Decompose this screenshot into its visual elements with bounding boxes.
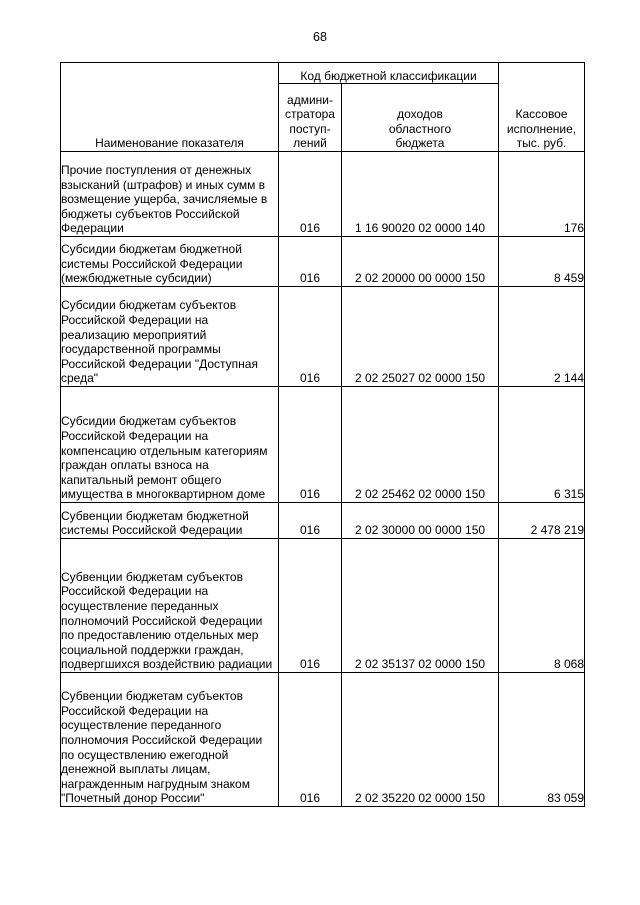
table-row [61, 387, 585, 503]
row-administrator-code: 016 [279, 152, 342, 237]
page-number: 68 [313, 30, 327, 44]
row-indicator-name: Субвенции бюджетам субъектов Российской Федерации на осуществление переданных полномочий Российской Федерации по предоставлению отдельных мер социальной поддержки граждан, подвергшихся воздействию радиации [61, 539, 279, 673]
row-cash-value: 8 459 [499, 237, 585, 287]
row-administrator-code: 016 [279, 387, 342, 503]
row-indicator-name: Субсидии бюджетам субъектов Российской Федерации на компенсацию отдельным категориям граждан оплаты взноса на капитальный ремонт общего имущества в многоквартирном доме [61, 387, 279, 503]
header-cash-execution: Кассовое исполнение, тыс. руб. [499, 63, 585, 152]
table-row [61, 539, 585, 673]
row-indicator-name: Субвенции бюджетам бюджетной системы Российской Федерации [61, 503, 279, 539]
header-administrator: админи- стратора поступ- лений [279, 84, 342, 152]
budget-table [60, 62, 585, 807]
row-income-code: 2 02 20000 00 0000 150 [342, 237, 499, 287]
row-administrator-code: 016 [279, 287, 342, 387]
table-row [61, 503, 585, 539]
row-indicator-name: Субсидии бюджетам бюджетной системы Российской Федерации (межбюджетные субсидии) [61, 237, 279, 287]
row-income-code: 1 16 90020 02 0000 140 [342, 152, 499, 237]
row-indicator-name: Субвенции бюджетам субъектов Российской Федерации на осуществление переданного полномочия Российской Федерации по осуществлению ежегодной денежной выплаты лицам, награжденным нагрудным знаком "Почетный донор России" [61, 673, 279, 807]
header-budget-code: Код бюджетной классификации [279, 63, 499, 84]
row-income-code: 2 02 25027 02 0000 150 [342, 287, 499, 387]
row-income-code: 2 02 35137 02 0000 150 [342, 539, 499, 673]
header-income-code: доходов областного бюджета [342, 84, 499, 152]
row-indicator-name: Прочие поступления от денежных взысканий (штрафов) и иных сумм в возмещение ущерба, зачисляемые в бюджеты субъектов Российской Федерации [61, 152, 279, 237]
table-row [61, 152, 585, 237]
table-row [61, 287, 585, 387]
row-cash-value: 83 059 [499, 673, 585, 807]
row-indicator-name: Субсидии бюджетам субъектов Российской Федерации на реализацию мероприятий государственной программы Российской Федерации "Доступная среда" [61, 287, 279, 387]
row-administrator-code: 016 [279, 503, 342, 539]
table-row [61, 237, 585, 287]
row-income-code: 2 02 25462 02 0000 150 [342, 387, 499, 503]
table-row [61, 673, 585, 807]
row-income-code: 2 02 35220 02 0000 150 [342, 673, 499, 807]
row-cash-value: 2 478 219 [499, 503, 585, 539]
row-administrator-code: 016 [279, 237, 342, 287]
row-cash-value: 2 144 [499, 287, 585, 387]
row-cash-value: 8 068 [499, 539, 585, 673]
row-cash-value: 6 315 [499, 387, 585, 503]
row-administrator-code: 016 [279, 539, 342, 673]
row-cash-value: 176 [499, 152, 585, 237]
table-header [61, 63, 585, 152]
header-indicator-name: Наименование показателя [61, 63, 279, 152]
row-administrator-code: 016 [279, 673, 342, 807]
table-body [61, 152, 585, 807]
row-income-code: 2 02 30000 00 0000 150 [342, 503, 499, 539]
